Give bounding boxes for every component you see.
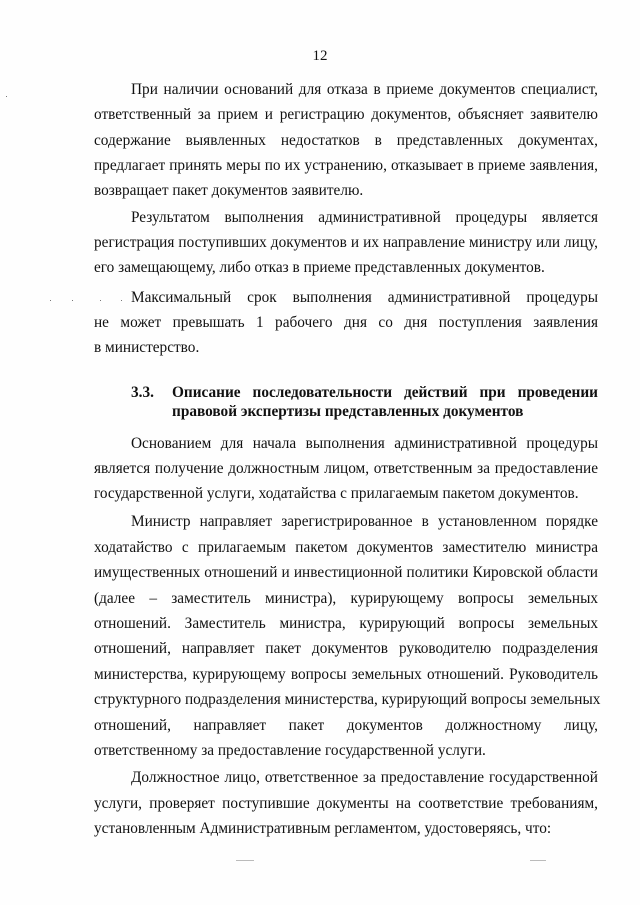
paragraph-line: При наличии оснований для отказа в приеме документов специалист, — [131, 81, 598, 98]
paragraph-line: отношений. Заместитель министра, курирующий вопросы земельных — [94, 615, 598, 632]
paragraph-line: содержание выявленных недостатков в представленных документах, — [94, 132, 598, 149]
scan-speck — [121, 300, 122, 301]
paragraph-line: в министерство. — [94, 339, 200, 356]
paragraph-line: ответственному за предоставление государственной услуги. — [94, 742, 486, 759]
scan-speck — [100, 300, 101, 301]
scan-speck — [6, 96, 7, 97]
paragraph-line: Министр направляет зарегистрированное в установленном порядке — [131, 513, 598, 530]
paragraph-line: установленным Административным регламентом, удостоверяясь, что: — [94, 820, 552, 837]
section-title-line: Описание последовательности действий при проведении — [172, 384, 598, 401]
paragraph-line: министерства, курирующему вопросы земельных отношений. Руководитель — [94, 666, 598, 683]
paragraph-line: возвращает пакет документов заявителю. — [94, 182, 364, 199]
paragraph-line: (далее – заместитель министра), курирующему вопросы земельных — [94, 590, 598, 607]
section-number: 3.3. — [131, 384, 154, 401]
paragraph-line: ответственный за прием и регистрацию документов, объясняет заявителю — [94, 106, 598, 123]
paragraph-line: предлагает принять меры по их устранению, отказывает в приеме заявления, — [94, 157, 598, 174]
paragraph-line: его замещающему, либо отказ в приеме представленных документов. — [94, 259, 545, 276]
scan-speck — [72, 300, 73, 301]
paragraph-line: отношений, направляет пакет документов должностному лицу, — [94, 717, 598, 734]
paragraph-line: регистрация поступивших документов и их направление министру или лицу, — [94, 234, 598, 251]
page-number: 12 — [312, 48, 328, 64]
paragraph-line: структурного подразделения министерства, курирующий вопросы земельных — [94, 691, 601, 708]
paragraph-line: имущественных отношений и инвестиционной политики Кировской области — [94, 564, 598, 581]
paragraph-line: Должностное лицо, ответственное за предоставление государственной — [131, 769, 598, 786]
scan-speck — [50, 300, 51, 301]
paragraph-line: отношений, направляет пакет документов руководителю подразделения — [94, 640, 598, 657]
paragraph-line: Максимальный срок выполнения административной процедуры — [131, 289, 598, 306]
scan-speck — [236, 860, 254, 861]
paragraph-line: Результатом выполнения административной процедуры является — [131, 209, 598, 226]
paragraph-line: Основанием для начала выполнения административной процедуры — [131, 435, 598, 452]
paragraph-line: является получение должностным лицом, ответственным за предоставление — [94, 460, 598, 477]
scan-speck — [530, 860, 546, 861]
paragraph-line: не может превышать 1 рабочего дня со дня поступления заявления — [94, 314, 598, 331]
paragraph-line: услуги, проверяет поступившие документы на соответствие требованиям, — [94, 795, 598, 812]
paragraph-line: ходатайство с прилагаемым пакетом документов заместителю министра — [94, 539, 598, 556]
paragraph-line: государственной услуги, ходатайства с прилагаемым пакетом документов. — [94, 485, 579, 502]
section-title-line: правовой экспертизы представленных документов — [172, 403, 524, 420]
